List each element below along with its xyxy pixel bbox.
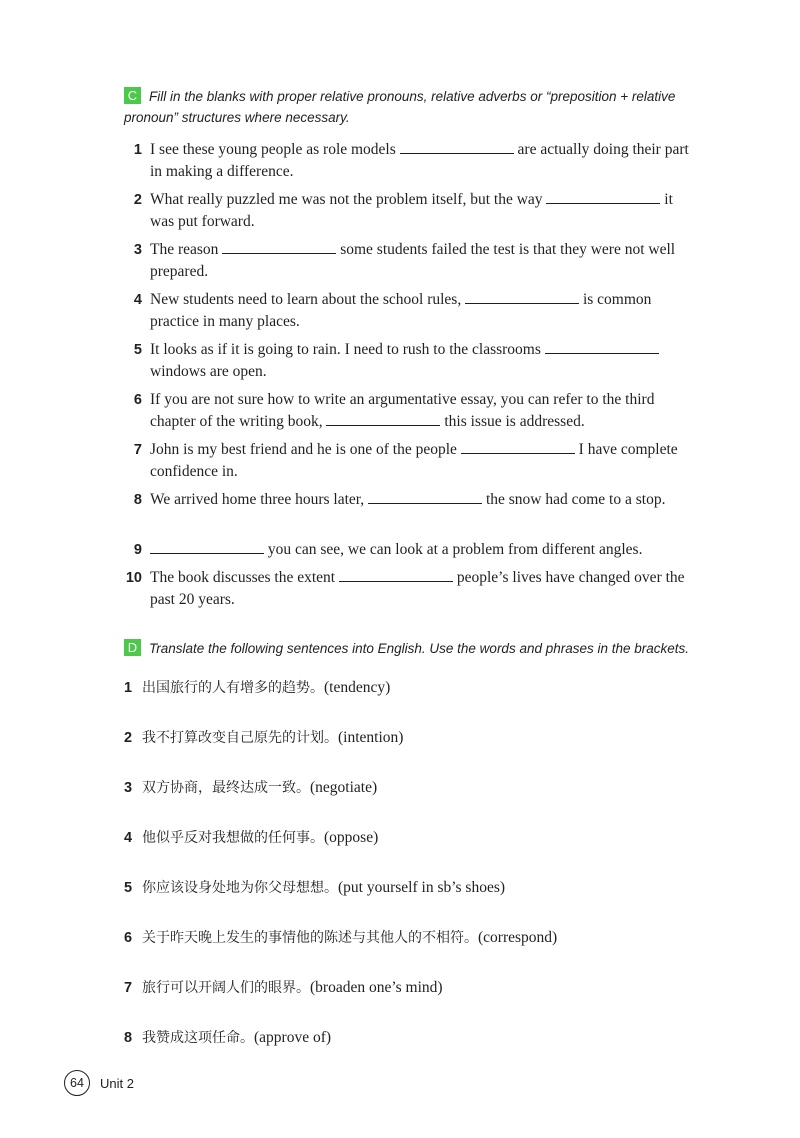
chinese-sentence: 我不打算改变自己原先的计划。 (142, 730, 338, 746)
exercise-c-item (124, 289, 694, 333)
word-hint: (broaden one’s mind) (310, 979, 443, 996)
item-number: 4 (133, 292, 142, 308)
exercise-c-item (124, 339, 694, 383)
item-text-after: it was put forward. (150, 191, 673, 230)
item-number: 2 (133, 192, 142, 208)
item-number: 3 (124, 780, 133, 796)
chinese-sentence: 他似乎反对我想做的任何事。 (142, 830, 324, 846)
exercise-c-item (124, 489, 694, 511)
translation-item (124, 877, 694, 899)
exercise-c-item (124, 439, 694, 483)
exercise-c-item (124, 567, 694, 611)
item-text-before: We arrived home three hours later, (150, 491, 369, 508)
chinese-sentence: 双方协商，最终达成一致。 (142, 780, 310, 796)
word-hint: (oppose) (324, 829, 379, 846)
item-number: 5 (133, 342, 142, 358)
chinese-sentence: 关于昨天晚上发生的事情他的陈述与其他人的不相符。 (142, 930, 478, 946)
item-text-after: this issue is addressed. (440, 413, 585, 430)
word-hint: (approve of) (254, 1029, 332, 1046)
exercise-c-item (124, 539, 694, 561)
item-text-after: some students failed the test is that they were not well prepared. (150, 241, 676, 280)
chinese-sentence: 旅行可以开阔人们的眼界。 (142, 980, 310, 996)
item-text-before: The reason (150, 241, 223, 258)
answer-blank[interactable] (150, 542, 264, 554)
section-d-badge: D (124, 639, 141, 656)
section-c-badge: C (124, 87, 141, 104)
item-number: 1 (133, 142, 142, 158)
item-text-after: windows are open. (150, 363, 267, 380)
exercise-c-item (124, 239, 694, 283)
item-text-after: I have complete confidence in. (150, 441, 678, 480)
item-text-before: What really puzzled me was not the problem itself, but the way (150, 191, 547, 208)
chinese-sentence: 你应该设身处地为你父母想想。 (142, 880, 338, 896)
answer-blank[interactable] (461, 442, 575, 454)
answer-blank[interactable] (339, 570, 453, 582)
item-number: 7 (133, 442, 142, 458)
item-text-before: New students need to learn about the school rules, (150, 291, 466, 308)
word-hint: (put yourself in sb’s shoes) (338, 879, 506, 896)
translation-item (124, 677, 694, 699)
answer-blank[interactable] (400, 142, 514, 154)
word-hint: (tendency) (324, 679, 391, 696)
item-number: 6 (133, 392, 142, 408)
item-text-after: people’s lives have changed over the past 20 years. (150, 569, 685, 608)
item-text-after: are actually doing their part in making a difference. (150, 141, 689, 180)
page-number: 64 (64, 1070, 90, 1096)
answer-blank[interactable] (326, 414, 440, 426)
translation-item (124, 1027, 694, 1049)
item-number: 4 (124, 830, 133, 846)
item-number: 2 (124, 730, 133, 746)
item-text-after: you can see, we can look at a problem from different angles. (264, 541, 643, 558)
answer-blank[interactable] (545, 342, 659, 354)
translation-item (124, 727, 694, 749)
item-number: 8 (124, 1030, 133, 1046)
answer-blank[interactable] (546, 192, 660, 204)
word-hint: (correspond) (478, 929, 558, 946)
item-text-before: It looks as if it is going to rain. I need to rush to the classrooms (150, 341, 545, 358)
item-text-before: I see these young people as role models (150, 141, 400, 158)
item-number: 5 (124, 880, 133, 896)
section-d-instruction (124, 638, 704, 659)
item-text-before: If you are not sure how to write an argumentative essay, you can refer to the third chapter of the writing book, (150, 391, 655, 430)
section-c-instruction (124, 86, 704, 128)
exercise-c-item (124, 389, 694, 433)
item-number: 7 (124, 980, 133, 996)
page-footer (64, 1070, 134, 1096)
word-hint: (negotiate) (310, 779, 378, 796)
translation-item (124, 977, 694, 999)
item-number: 9 (133, 542, 142, 558)
chinese-sentence: 我赞成这项任命。 (142, 1030, 254, 1046)
answer-blank[interactable] (465, 292, 579, 304)
section-c-instruction-text: Fill in the blanks with proper relative pronouns, relative adverbs or “preposition + relative pronoun” structures where necessary. (124, 89, 676, 125)
exercise-c-item (124, 139, 694, 183)
item-number: 3 (133, 242, 142, 258)
item-number: 6 (124, 930, 133, 946)
item-number: 1 (124, 680, 133, 696)
item-text-after: the snow had come to a stop. (482, 491, 666, 508)
unit-label: Unit 2 (100, 1075, 134, 1091)
exercise-c-item (124, 189, 694, 233)
word-hint: (intention) (338, 729, 404, 746)
answer-blank[interactable] (222, 242, 336, 254)
item-text-before: John is my best friend and he is one of the people (150, 441, 461, 458)
translation-item (124, 777, 694, 799)
item-number: 8 (133, 492, 142, 508)
chinese-sentence: 出国旅行的人有增多的趋势。 (142, 680, 324, 696)
item-text-after: is common practice in many places. (150, 291, 652, 330)
section-d-instruction-text: Translate the following sentences into English. Use the words and phrases in the brackets. (149, 641, 690, 656)
translation-item (124, 927, 694, 949)
answer-blank[interactable] (368, 492, 482, 504)
item-text-before: The book discusses the extent (150, 569, 339, 586)
item-number: 10 (125, 570, 142, 586)
translation-item (124, 827, 694, 849)
